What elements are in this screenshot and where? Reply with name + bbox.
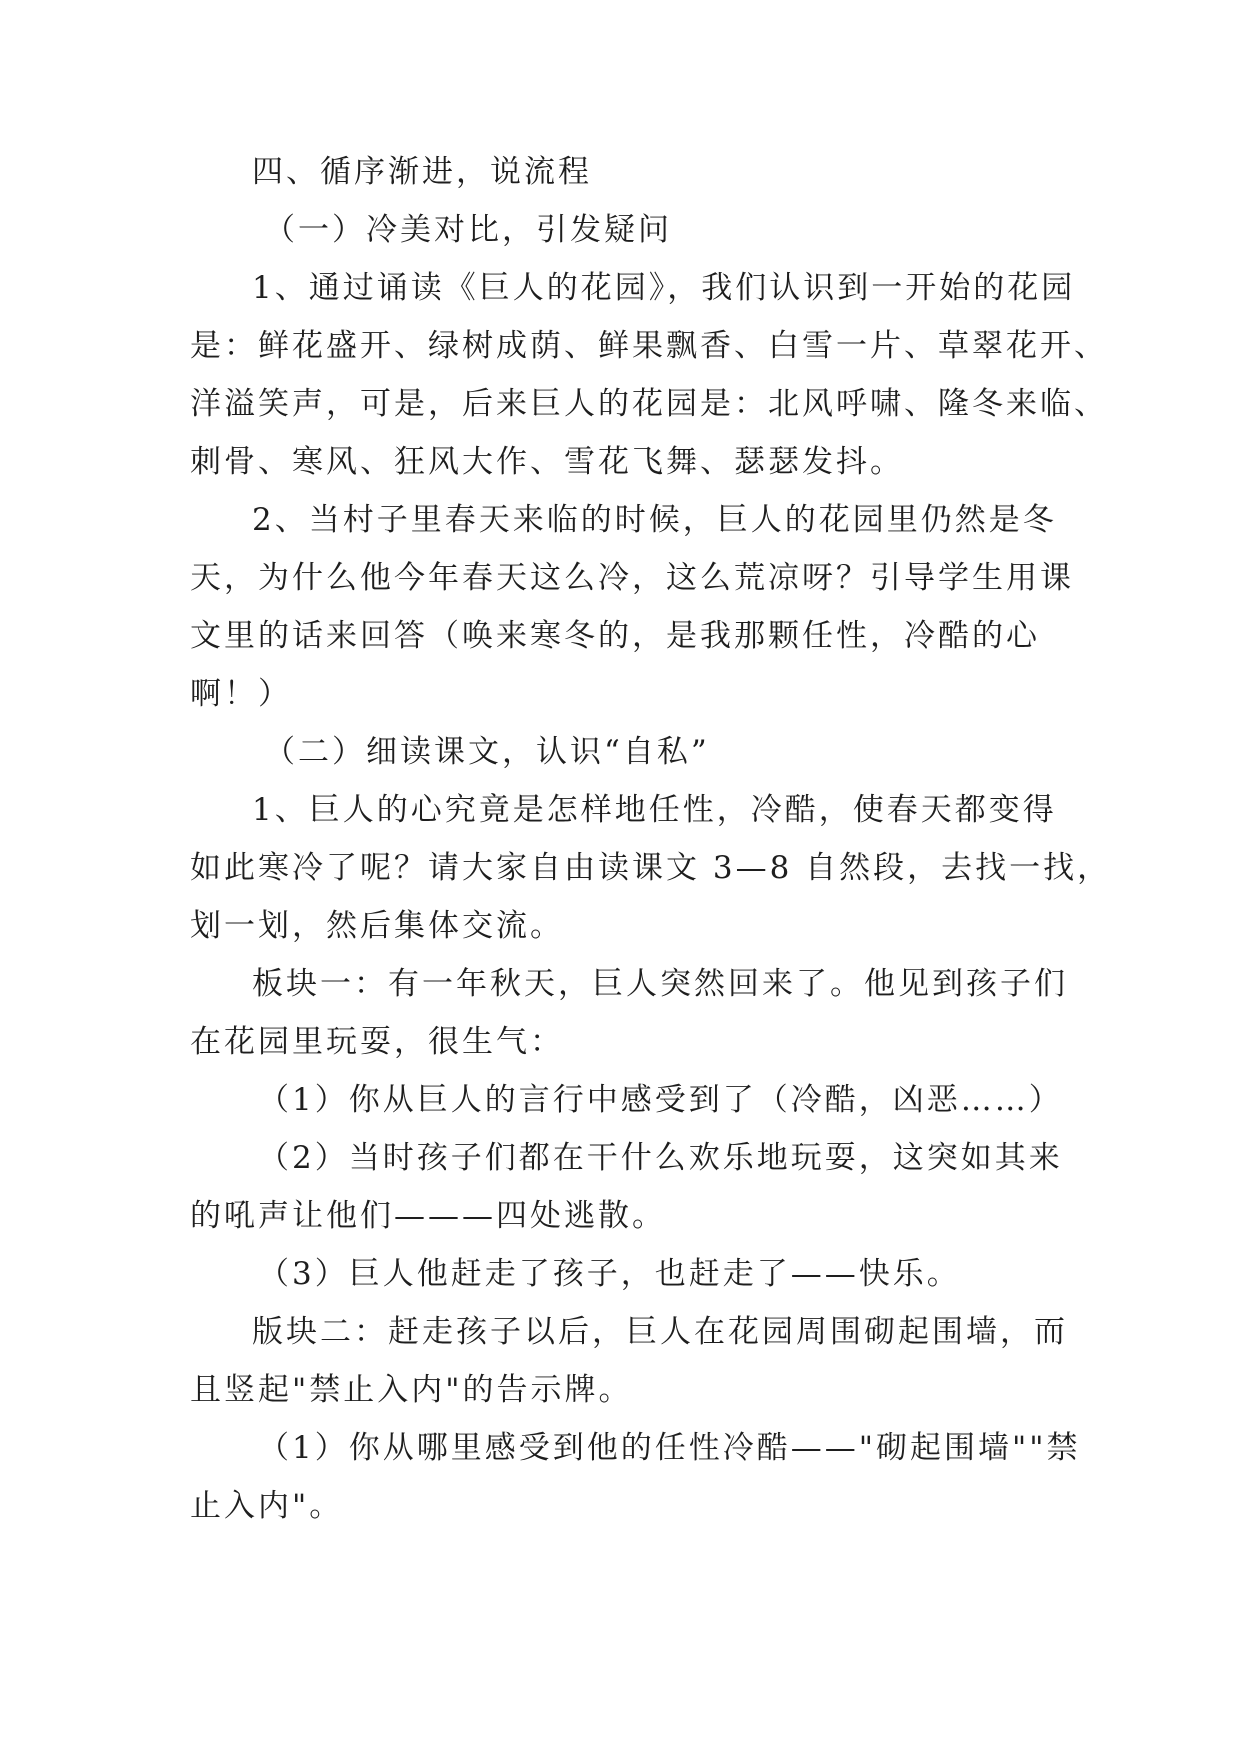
text-line: 版块二：赶走孩子以后，巨人在花园周围砌起围墙，而 xyxy=(252,1314,1068,1350)
text-line: 1、巨人的心究竟是怎样地任性，冷酷，使春天都变得 xyxy=(252,792,1057,828)
text-line: 在花园里玩耍，很生气： xyxy=(190,1024,564,1060)
section-heading: 四、循序渐进，说流程 xyxy=(252,154,592,190)
text-line: 洋溢笑声，可是，后来巨人的花园是：北风呼啸、隆冬来临、 xyxy=(190,386,1108,422)
text-line: 划一划，然后集体交流。 xyxy=(190,908,564,944)
text-line: （1）你从巨人的言行中感受到了（冷酷，凶恶……） xyxy=(258,1082,1063,1118)
text-line: 1、通过诵读《巨人的花园》，我们认识到一开始的花园 xyxy=(252,270,1076,306)
text-line: （2）当时孩子们都在干什么欢乐地玩耍，这突如其来 xyxy=(258,1140,1063,1176)
text-line: 是：鲜花盛开、绿树成荫、鲜果飘香、白雪一片、草翠花开、 xyxy=(190,328,1108,364)
text-line: 文里的话来回答（唤来寒冬的，是我那颗任性，冷酷的心 xyxy=(190,618,1040,654)
text-line: 啊！） xyxy=(190,676,292,712)
text-line: 如此寒冷了呢？请大家自由读课文 3—8 自然段，去找一找， xyxy=(190,850,1112,886)
text-line: 止入内"。 xyxy=(190,1488,344,1524)
text-line: （3）巨人他赶走了孩子，也赶走了——快乐。 xyxy=(258,1256,961,1292)
text-line: 刺骨、寒风、狂风大作、雪花飞舞、瑟瑟发抖。 xyxy=(190,444,904,480)
text-line: 且竖起"禁止入内"的告示牌。 xyxy=(190,1372,633,1408)
text-line: 板块一：有一年秋天，巨人突然回来了。他见到孩子们 xyxy=(252,966,1068,1002)
text-line: 的吼声让他们———四处逃散。 xyxy=(190,1198,666,1234)
text-line: 天，为什么他今年春天这么冷，这么荒凉呀？引导学生用课 xyxy=(190,560,1074,596)
subsection-heading: （一）冷美对比，引发疑问 xyxy=(264,212,672,248)
subsection-heading: （二）细读课文，认识“自私” xyxy=(264,734,710,770)
text-line: 2、当村子里春天来临的时候，巨人的花园里仍然是冬 xyxy=(252,502,1057,538)
text-line: （1）你从哪里感受到他的任性冷酷——"砌起围墙""禁 xyxy=(258,1430,1081,1466)
